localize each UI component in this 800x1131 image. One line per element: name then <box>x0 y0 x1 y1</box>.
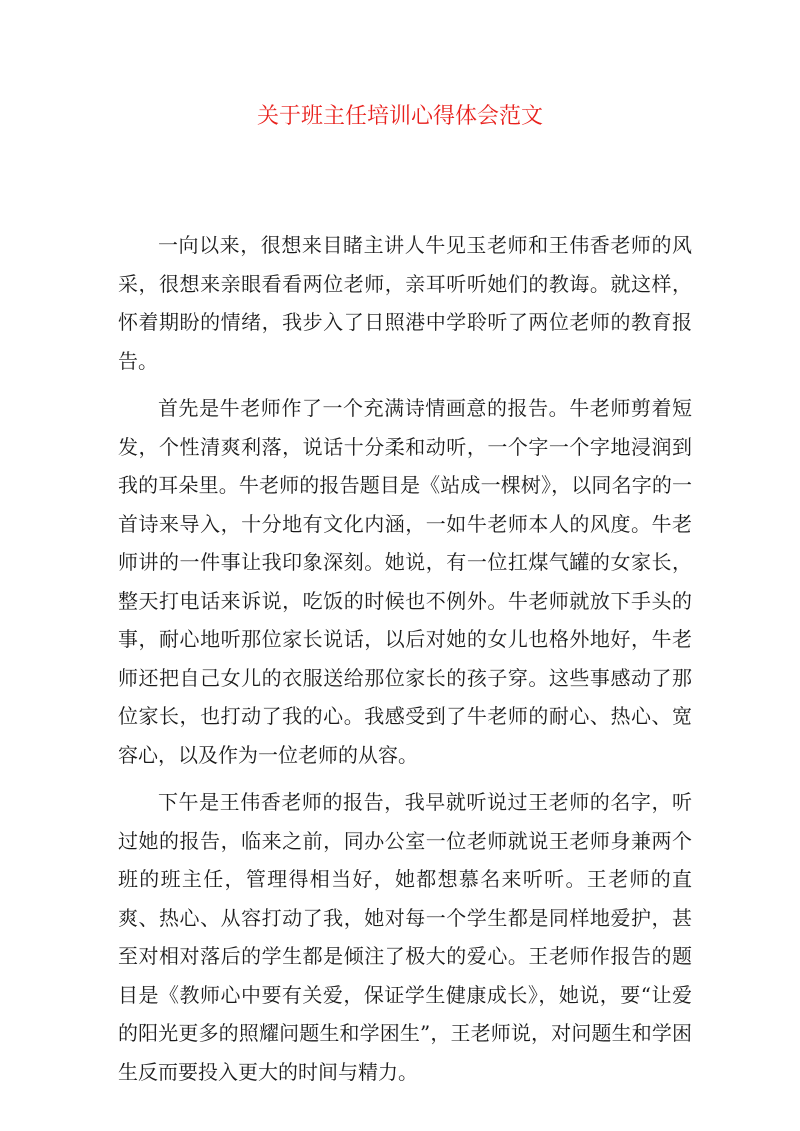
paragraph-3: 下午是王伟香老师的报告，我早就听说过王老师的名字，听过她的报告，临来之前，同办公室一位老师就说王老师身兼两个班的班主任，管理得相当好，她都想慕名来听听。王老师的直爽、热心、从容打动了我，她对每一个学生都是同样地爱护，甚至对相对落后的学生都是倾注了极大的爱心。王老师作报告的题目是《教师心中要有关爱，保证学生健康成长》，她说，要“让爱的阳光更多的照耀问题生和学困生”，王老师说，对问题生和学困生反而要投入更大的时间与精力。 <box>118 790 692 1084</box>
document-title: 关于班主任培训心得体会范文 <box>256 104 543 129</box>
paragraph-2: 首先是牛老师作了一个充满诗情画意的报告。牛老师剪着短发，个性清爽利落，说话十分柔和动听，一个字一个字地浸润到我的耳朵里。牛老师的报告题目是《站成一棵树》，以同名字的一首诗来导入，十分地有文化内涵，一如牛老师本人的风度。牛老师讲的一件事让我印象深刻。她说，有一位扛煤气罐的女家长，整天打电话来诉说，吃饭的时候也不例外。牛老师就放下手头的事，耐心地听那位家长说话，以后对她的女儿也格外地好，牛老师还把自己女儿的衣服送给那位家长的孩子穿。这些事感动了那位家长，也打动了我的心。我感受到了牛老师的耐心、热心、宽容心，以及作为一位老师的从容。 <box>118 396 692 767</box>
paragraph-1: 一向以来，很想来目睹主讲人牛见玉老师和王伟香老师的风采，很想来亲眼看看两位老师，亲耳听听她们的教诲。就这样，怀着期盼的情绪，我步入了日照港中学聆听了两位老师的教育报告。 <box>118 233 692 373</box>
document-body <box>118 226 692 1100</box>
